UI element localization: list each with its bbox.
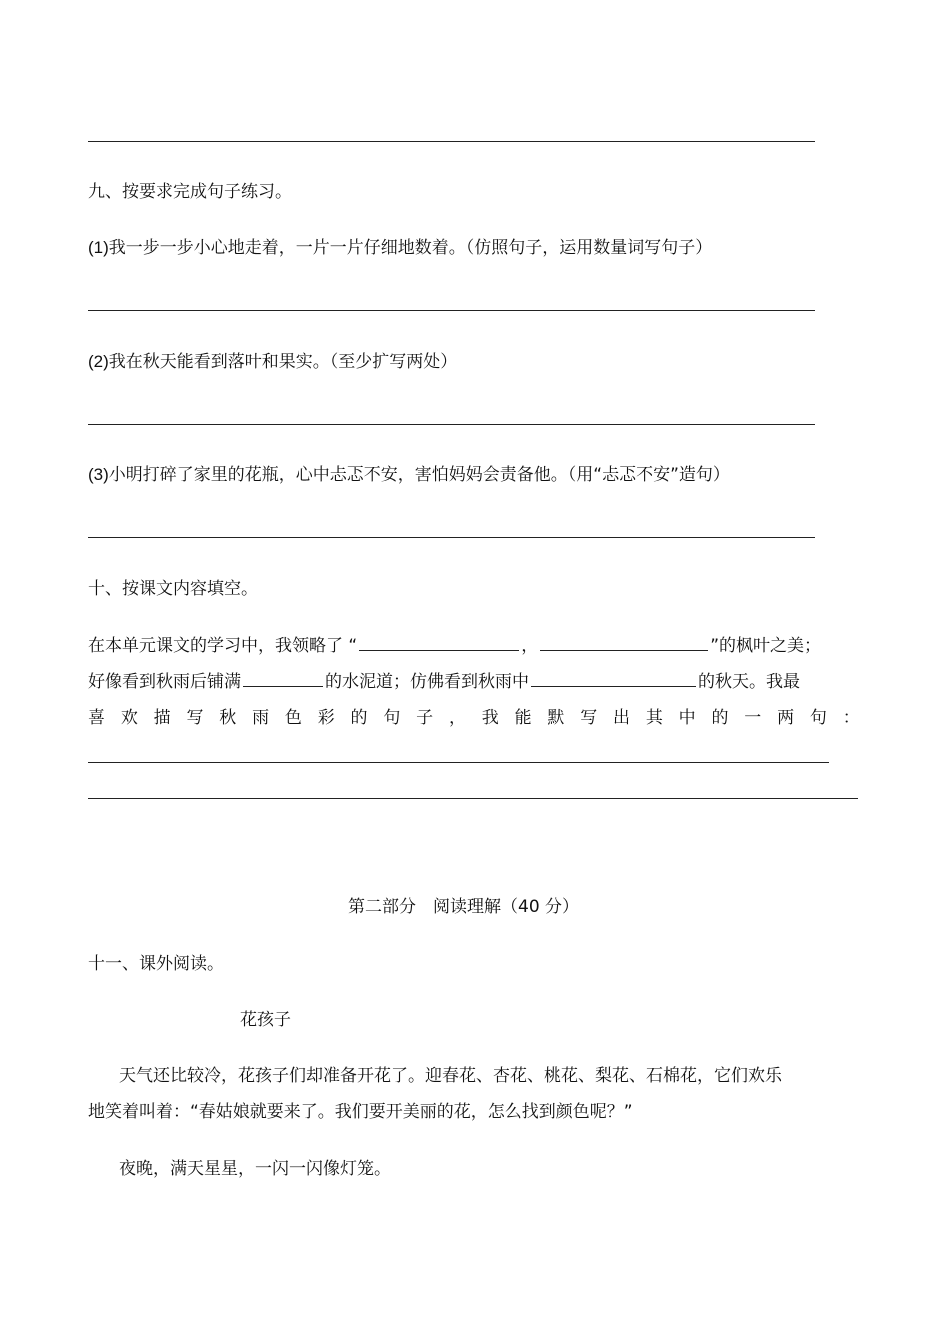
question-text: 小明打碎了家里的花瓶，心中忐忑不安，害怕妈妈会责备他。（用“忐忑不安”造句） <box>108 465 730 485</box>
fill-line-3 <box>88 706 860 730</box>
char: 句 <box>809 708 827 728</box>
part-2-title: 第二部分 阅读理解（40 分） <box>348 897 580 917</box>
char: 色 <box>284 708 302 728</box>
question-9-1 <box>88 236 712 260</box>
fill-text: 的水泥道；仿佛看到秋雨中 <box>325 672 529 692</box>
char: 句 <box>383 708 401 728</box>
answer-line-9-2[interactable] <box>88 424 815 425</box>
story-paragraph-1-line-2: 地笑着叫着：“春姑娘就要来了。我们要开美丽的花，怎么找到颜色呢？” <box>88 1102 633 1122</box>
section-9-heading: 九、按要求完成句子练习。 <box>88 182 292 202</box>
char: 喜 <box>88 708 105 728</box>
char: 一 <box>744 708 762 728</box>
fill-text: ， <box>521 636 539 656</box>
char: 子 <box>416 708 434 728</box>
char: 中 <box>678 708 696 728</box>
char: 的 <box>711 708 729 728</box>
answer-line-top[interactable] <box>88 141 815 142</box>
char: 写 <box>186 708 204 728</box>
fill-line-2 <box>88 668 800 694</box>
char: 的 <box>350 708 368 728</box>
question-number: (3) <box>88 465 109 484</box>
section-10-heading: 十、按课文内容填空。 <box>88 579 258 599</box>
char: 能 <box>514 708 532 728</box>
char: ， <box>448 708 466 728</box>
char: 写 <box>580 708 598 728</box>
char: 描 <box>153 708 171 728</box>
question-number: (2) <box>88 352 109 371</box>
question-text: 我一步一步小心地走着，一片一片仔细地数着。（仿照句子，运用数量词写句子） <box>108 238 713 258</box>
answer-line-9-3[interactable] <box>88 537 815 538</box>
char: 秋 <box>219 708 237 728</box>
char: 两 <box>777 708 795 728</box>
question-number: (1) <box>88 238 109 257</box>
fill-blank-4[interactable] <box>531 668 696 687</box>
answer-line-10-1[interactable] <box>88 762 829 763</box>
fill-blank-3[interactable] <box>243 668 323 687</box>
fill-text: 的秋天。我最 <box>698 672 800 692</box>
fill-blank-1[interactable] <box>359 632 519 651</box>
answer-line-9-1[interactable] <box>88 310 815 311</box>
question-text: 我在秋天能看到落叶和果实。（至少扩写两处） <box>108 352 458 372</box>
story-paragraph-1-line-1: 天气还比较冷，花孩子们却准备开花了。迎春花、杏花、桃花、梨花、石棉花，它们欢乐 <box>119 1066 782 1086</box>
answer-line-10-2[interactable] <box>88 798 858 799</box>
char: ： <box>842 708 860 728</box>
char: 出 <box>613 708 630 728</box>
question-9-3 <box>88 463 730 487</box>
fill-text: ”的枫叶之美； <box>710 636 822 656</box>
char: 欢 <box>120 708 138 728</box>
section-11-heading: 十一、课外阅读。 <box>88 954 224 974</box>
fill-text: 好像看到秋雨后铺满 <box>88 672 241 692</box>
char: 默 <box>547 708 565 728</box>
char: 雨 <box>252 708 270 728</box>
story-title: 花孩子 <box>240 1010 291 1030</box>
char: 我 <box>481 708 499 728</box>
fill-line-1 <box>88 632 821 658</box>
question-9-2 <box>88 350 457 374</box>
story-paragraph-2: 夜晚，满天星星，一闪一闪像灯笼。 <box>119 1159 391 1179</box>
char: 其 <box>645 708 663 728</box>
fill-text: 在本单元课文的学习中，我领略了 “ <box>88 636 358 656</box>
fill-blank-2[interactable] <box>540 632 708 651</box>
char: 彩 <box>317 708 335 728</box>
